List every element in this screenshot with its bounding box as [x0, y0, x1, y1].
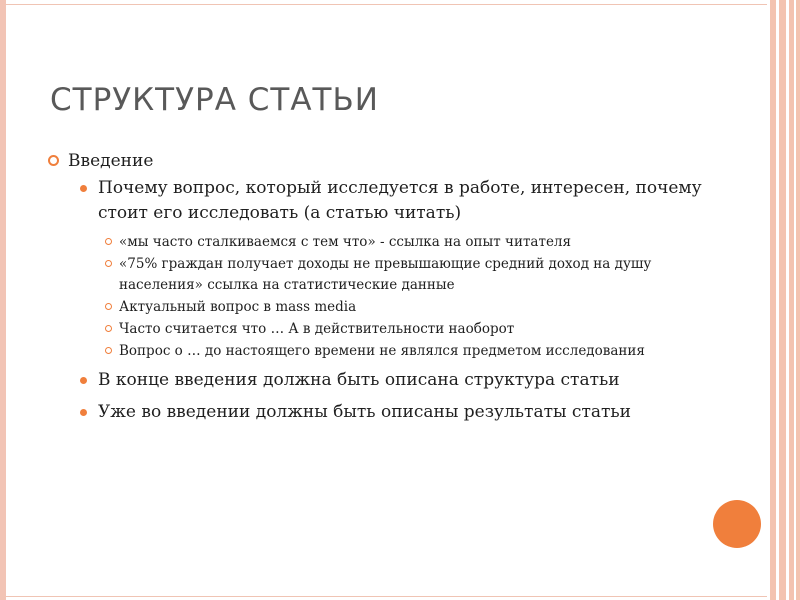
right-stripes-decoration [767, 0, 800, 600]
bullet-text: «75% граждан получает доходы не превышающие средний доход на душу населения» ссылка на статистические данные [119, 256, 652, 293]
sub-bullet-statistics [105, 254, 679, 296]
sub-bullet-contrary [105, 319, 679, 340]
filled-circle-bullet-icon [80, 185, 87, 192]
hollow-circle-bullet-icon [105, 260, 112, 267]
bullet-results [78, 400, 708, 425]
bottom-line-decoration [6, 596, 768, 597]
bullet-structure [78, 368, 708, 393]
bullet-text: Введение [68, 151, 154, 171]
filled-circle-bullet-icon [80, 377, 87, 384]
hollow-circle-bullet-icon [105, 238, 112, 245]
bullet-text: Вопрос о … до настоящего времени не являлся предметом исследования [119, 343, 645, 359]
bullet-text: Часто считается что … А в действительности наоборот [119, 321, 515, 337]
bullet-why-question [78, 176, 708, 226]
filled-circle-bullet-icon [80, 409, 87, 416]
top-line-decoration [6, 4, 768, 5]
hollow-circle-bullet-icon [105, 347, 112, 354]
bullet-text: В конце введения должна быть описана структура статьи [98, 370, 620, 390]
hollow-circle-bullet-icon [48, 155, 59, 166]
hollow-circle-bullet-icon [105, 325, 112, 332]
sub-bullet-not-researched [105, 341, 679, 362]
bullet-text: Актуальный вопрос в mass media [119, 299, 357, 315]
bullet-introduction [48, 148, 708, 174]
orange-circle-decoration [713, 500, 761, 548]
hollow-circle-bullet-icon [105, 303, 112, 310]
bullet-text: Уже во введении должны быть описаны результаты статьи [98, 402, 631, 422]
sub-bullet-list [48, 232, 708, 362]
left-border-decoration [0, 0, 6, 600]
sub-bullet-reader-experience [105, 232, 679, 253]
bullet-text: «мы часто сталкиваемся с тем что» - ссылка на опыт читателя [119, 234, 572, 250]
slide-title: СТРУКТУРА СТАТЬИ [50, 82, 379, 118]
bullet-text: Почему вопрос, который исследуется в работе, интересен, почему стоит его исследовать (а статью читать) [98, 178, 702, 223]
slide-content [48, 148, 708, 425]
sub-bullet-mass-media [105, 297, 679, 318]
